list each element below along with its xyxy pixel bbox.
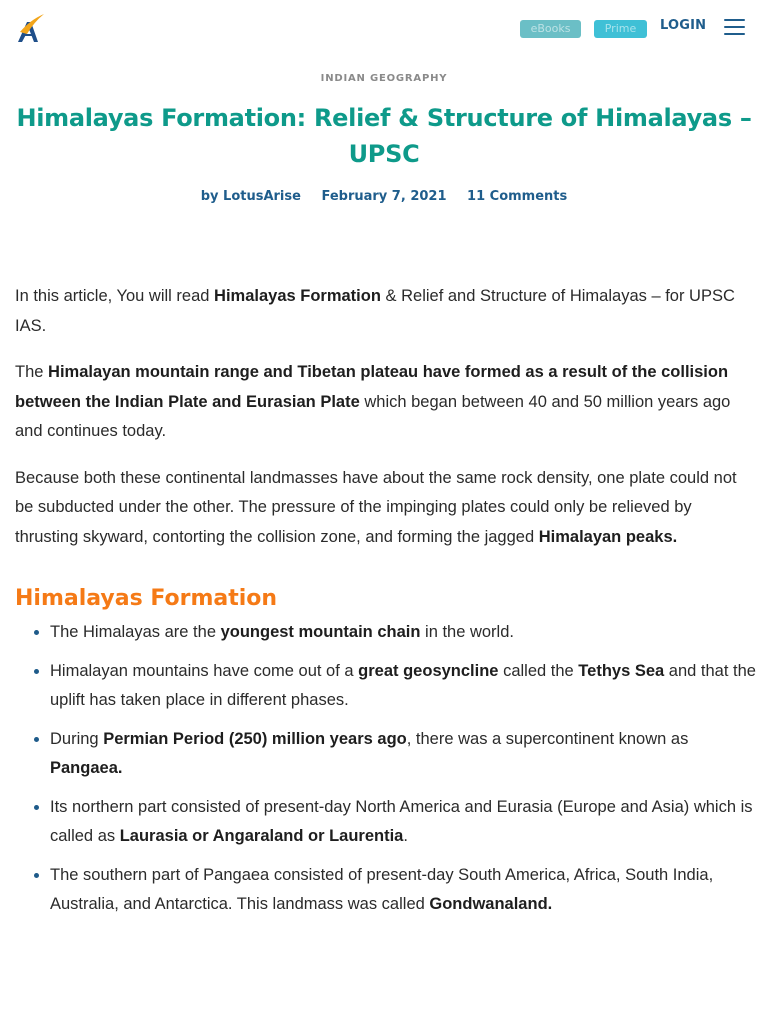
bold-text: Permian Period (250) million years ago	[103, 729, 407, 748]
hamburger-menu-icon[interactable]	[724, 19, 745, 36]
text: The southern part of Pangaea consisted of present-day South America, Africa, South India, Australia, and Antarctica. This landmass was called	[50, 865, 714, 913]
formation-list	[15, 618, 757, 920]
bold-text: Himalayas Formation	[214, 287, 381, 305]
menu-bar	[724, 26, 745, 28]
list-item	[50, 793, 757, 852]
post-date[interactable]: February 7, 2021	[321, 189, 447, 204]
text: The	[15, 363, 49, 381]
article-meta	[0, 189, 768, 204]
text: & Relief and Structure of Himalayas – for UPSC IAS.	[15, 287, 735, 335]
bold-text: Himalayan mountain range and Tibetan plateau have formed as a result of the collision between the Indian Plate and Eurasian Plate	[15, 363, 729, 411]
text: which began between 40 and 50 million years ago and continues today.	[15, 392, 731, 440]
bold-text: Tethys Sea	[578, 661, 665, 680]
intro-paragraph-2	[15, 358, 757, 447]
text: Himalayan mountains have come out of a	[50, 661, 359, 680]
bold-text: Himalayan peaks.	[538, 527, 678, 546]
list-item	[50, 861, 757, 920]
prime-button[interactable]: Prime	[594, 20, 647, 38]
bold-text: Laurasia or Angaraland or Laurentia	[119, 827, 404, 845]
text: .	[403, 827, 408, 845]
intro-paragraph-3	[15, 464, 757, 553]
text: Its northern part consisted of present-day North America and Eurasia (Europe and Asia) which is called as	[50, 797, 753, 845]
bold-text: youngest mountain chain	[220, 623, 421, 641]
text: During	[50, 729, 104, 748]
bold-text: Gondwanaland.	[429, 895, 553, 913]
list-item	[50, 657, 757, 716]
intro-paragraph-1	[15, 282, 757, 341]
author-link[interactable]: by LotusArise	[200, 189, 301, 204]
site-header	[0, 0, 768, 58]
list-item	[50, 618, 757, 648]
text: Because both these continental landmasses have about the same rock density, one plate could not be subducted under the other. The pressure of the impinging plates could only be relieved by thrusting skyward, contorting the collision zone, and forming the jagged	[15, 468, 737, 546]
text: and that the uplift has taken place in different phases.	[50, 661, 756, 709]
menu-bar	[724, 33, 745, 35]
text: The Himalayas are the	[50, 623, 221, 641]
article-category[interactable]: INDIAN GEOGRAPHY	[320, 73, 448, 84]
login-link[interactable]: LOGIN	[660, 18, 707, 33]
lotusarise-logo-icon[interactable]	[14, 12, 46, 44]
section-heading: Himalayas Formation	[15, 586, 278, 611]
text: In this article, You will read	[15, 287, 215, 305]
ebooks-button[interactable]: eBooks	[520, 20, 581, 38]
article-content	[15, 282, 757, 929]
text: in the world.	[420, 623, 514, 641]
article-title: Himalayas Formation: Relief & Structure of Himalayas – UPSC	[16, 104, 752, 168]
bold-text: great geosyncline	[358, 661, 499, 680]
menu-bar	[724, 19, 745, 21]
list-item	[50, 725, 757, 784]
text: , there was a supercontinent known as	[406, 729, 689, 748]
text: called the	[498, 661, 579, 680]
bold-text: Pangaea.	[50, 759, 123, 777]
comments-link[interactable]: 11 Comments	[467, 189, 568, 204]
